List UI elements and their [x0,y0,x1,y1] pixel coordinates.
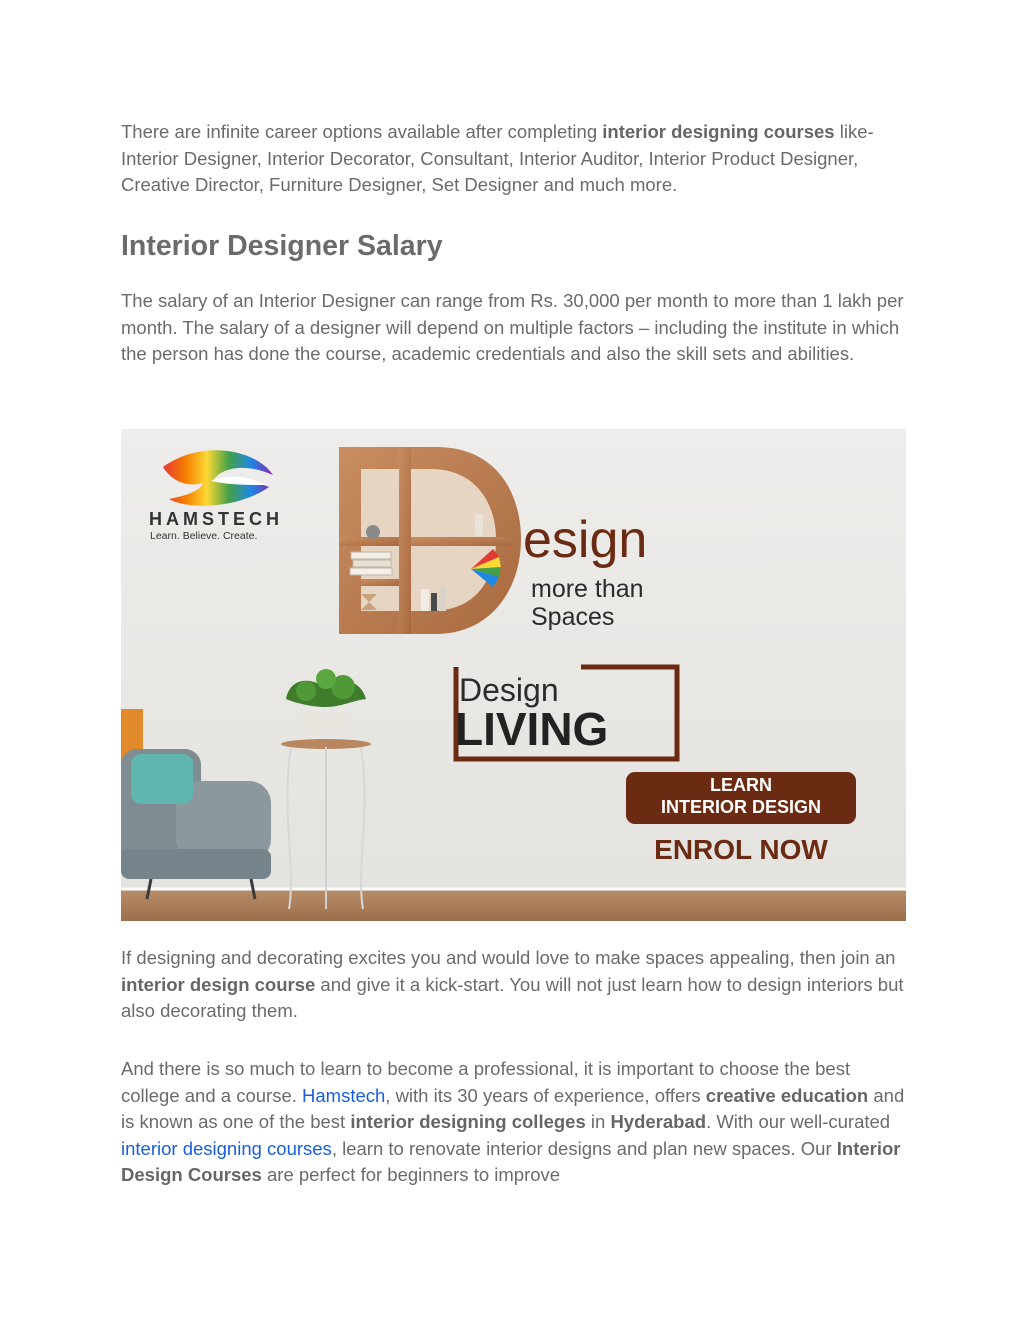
interior-courses-link[interactable]: interior designing courses [121,1137,332,1159]
headline-word: esign [523,511,648,569]
brand-tagline: Learn. Believe. Create. [150,530,258,542]
text-run: If designing and decorating excites you and would love to make spaces appealing, then join an [121,947,896,968]
d-bookshelf-illustration [339,447,521,634]
bold-text: Interior Design Courses [121,1137,901,1186]
promo-banner-image [121,429,906,921]
college-paragraph [121,1056,911,1189]
bold-text: interior design course [121,973,316,995]
learn-interior-design-button[interactable] [626,772,856,824]
text-run: are perfect for beginners to improve [261,1164,561,1186]
salary-paragraph: The salary of an Interior Designer can range from Rs. 30,000 per month to more than 1 lakh per month. The salary of a designer will depend on multiple factors – including the institute in which the person has done the course, academic credentials and also the skill sets and abilities. [121,290,904,365]
bold-text: Hyderabad [610,1111,707,1133]
text-run: in [585,1111,611,1133]
cta-line-2: INTERIOR DESIGN [660,797,822,817]
enrol-now-text[interactable]: ENROL NOW [654,834,828,865]
text-run: There are infinite career options available after completing [121,121,603,142]
intro-paragraph [121,119,906,199]
hamstech-link[interactable]: Hamstech [302,1084,386,1106]
cta-line-1: LEARN [710,775,772,795]
headline-subtitle-2: Spaces [531,603,615,631]
text-run: . With our well-curated [706,1111,891,1133]
box-line-1: Design [459,672,559,708]
text-run: And there is so much to learn to become a professional, it is important to choose the best college and a course. [121,1058,851,1106]
box-line-2: LIVING [455,703,609,755]
course-paragraph [121,945,906,1025]
section-heading: Interior Designer Salary [121,230,443,262]
text-run: , with its 30 years of experience, offers [385,1084,706,1106]
text-run: and give it a kick-start. You will not just learn how to design interiors but also decorating them. [121,973,904,1022]
bold-text: interior designing colleges [350,1111,586,1133]
brand-name: HAMSTECH [149,509,283,529]
bold-text: interior designing courses [602,121,835,142]
text-run: , learn to renovate interior designs and plan new spaces. Our [331,1137,837,1159]
bold-text: creative education [705,1084,869,1106]
headline-subtitle-1: more than [531,575,644,603]
text-run: like- Interior Designer, Interior Decorator, Consultant, Interior Auditor, Interior Product Designer, Creative Director, Furniture Designer, Set Designer and much more. [121,121,874,196]
text-run: and is known as one of the best [121,1084,905,1133]
